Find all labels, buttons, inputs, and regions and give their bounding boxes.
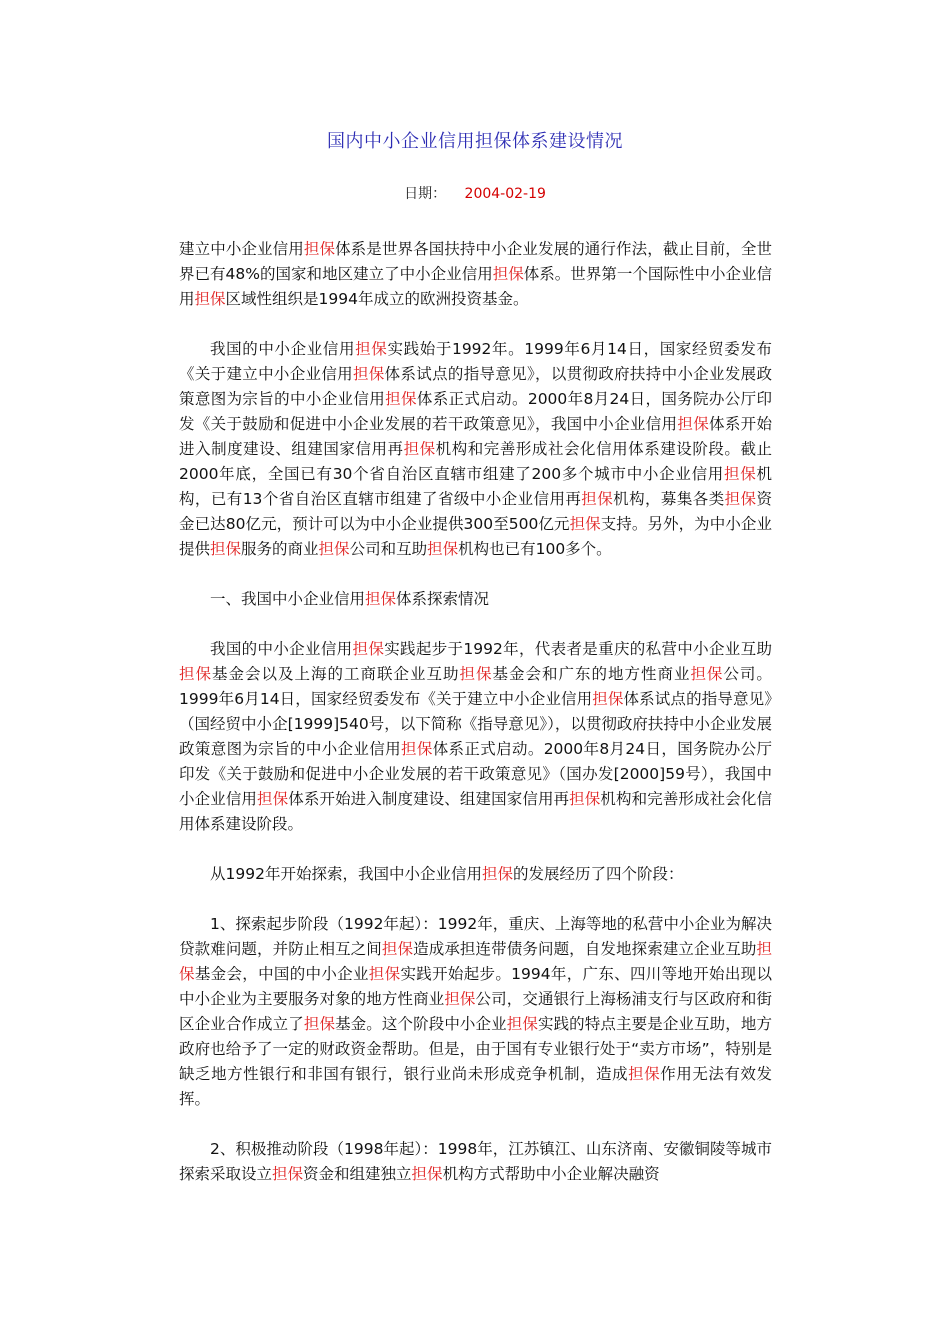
- highlighted-term: 担保: [690, 665, 724, 683]
- highlighted-term: 担保: [318, 540, 350, 558]
- paragraph: 我国的中小企业信用担保实践始于1992年。1999年6月14日，国家经贸委发布《关于建立中小企业信用担保体系试点的指导意见》，以贯彻政府扶持中小企业发展政策意图为宗旨的中小企业信用担保体系正式启动。2000年8月24日，国务院办公厅印发《关于鼓励和促进中小企业发展的若干政策意见》，我国中小企业信用担保体系开始进入制度建设、组建国家信用再担保机构和完善形成社会化信用体系建设阶段。截止2000年底，全国已有30个省自治区直辖市组建了200多个城市中小企业信用担保机构，已有13个省自治区直辖市组建了省级中小企业信用再担保机构，募集各类担保资金已达80亿元，预计可以为中小企业提供300至500亿元担保支持。另外，为中小企业提供担保服务的商业担保公司和互助担保机构也已有100多个。: [179, 340, 772, 558]
- highlighted-term: 担保: [194, 290, 226, 308]
- highlighted-term: 担保: [352, 640, 385, 658]
- highlighted-term: 担保: [179, 665, 212, 683]
- highlighted-term: 担保: [592, 690, 624, 708]
- highlighted-term: 担保: [569, 515, 601, 533]
- highlighted-term: 担保: [724, 465, 757, 483]
- highlighted-term: 担保: [352, 365, 385, 383]
- paragraph: 1、探索起步阶段（1992年起）：1992年，重庆、上海等地的私营中小企业为解决贷款难问题，并防止相互之间担保造成承担连带债务问题，自发地探索建立企业互助担保基金会，中国的中小企业担保实践开始起步。1994年，广东、四川等地开始出现以中小企业为主要服务对象的地方性商业担保公司，交通银行上海杨浦支行与区政府和街区企业合作成立了担保基金。这个阶段中小企业担保实践的特点主要是企业互助，地方政府也给予了一定的财政资金帮助。但是，由于国有专业银行处于“卖方市场”，特别是缺乏地方性银行和非国有银行，银行业尚未形成竞争机制，造成担保作用无法有效发挥。: [179, 915, 772, 1108]
- highlighted-term: 担保: [427, 540, 459, 558]
- highlighted-term: 担保: [365, 590, 397, 608]
- highlighted-term: 担保: [724, 490, 757, 508]
- highlighted-term: 担保: [481, 865, 513, 883]
- article-body: [179, 237, 772, 1212]
- paragraph: 一、我国中小企业信用担保体系探索情况: [210, 590, 490, 608]
- highlighted-term: 担保: [411, 1165, 443, 1183]
- highlighted-term: 担保: [368, 965, 401, 983]
- highlighted-term: 担保: [569, 790, 601, 808]
- highlighted-term: 担保: [210, 540, 242, 558]
- highlighted-term: 担保: [403, 440, 436, 458]
- highlighted-term: 担保: [381, 940, 414, 958]
- date-value: 2004-02-19: [464, 186, 546, 202]
- paragraph: 建立中小企业信用担保体系是世界各国扶持中小企业发展的通行作法，截止目前，全世界已有48%的国家和地区建立了中小企业信用担保体系。世界第一个国际性中小企业信用担保区域性组织是1994年成立的欧洲投资基金。: [179, 240, 772, 308]
- highlighted-term: 担保: [257, 790, 289, 808]
- highlighted-term: 担保: [303, 240, 336, 258]
- highlighted-term: 担保: [506, 1015, 538, 1033]
- highlighted-term: 担保: [444, 990, 476, 1008]
- highlighted-term: 担保: [628, 1065, 661, 1083]
- highlighted-term: 担保: [272, 1165, 304, 1183]
- highlighted-term: 担保: [400, 740, 433, 758]
- highlighted-term: 担保: [303, 1015, 336, 1033]
- date-label: 日期：: [404, 186, 447, 202]
- highlighted-term: 担保: [355, 340, 388, 358]
- highlighted-term: 担保: [459, 665, 493, 683]
- paragraph: 从1992年开始探索，我国中小企业信用担保的发展经历了四个阶段：: [210, 865, 684, 883]
- highlighted-term: 担保: [179, 940, 772, 983]
- highlighted-term: 担保: [581, 490, 614, 508]
- document-title: 国内中小企业信用担保体系建设情况: [327, 131, 623, 152]
- date-line: [0, 183, 950, 203]
- highlighted-term: 担保: [492, 265, 524, 283]
- highlighted-term: 担保: [677, 415, 710, 433]
- highlighted-term: 担保: [385, 390, 417, 408]
- paragraph: 我国的中小企业信用担保实践起步于1992年，代表者是重庆的私营中小企业互助担保基金会以及上海的工商联企业互助担保基金会和广东的地方性商业担保公司。1999年6月14日，国家经贸委发布《关于建立中小企业信用担保体系试点的指导意见》（国经贸中小企[1999]540号，以下简称《指导意见》），以贯彻政府扶持中小企业发展政策意图为宗旨的中小企业信用担保体系正式启动。2000年8月24日，国务院办公厅印发《关于鼓励和促进中小企业发展的若干政策意见》（国办发[2000]59号），我国中小企业信用担保体系开始进入制度建设、组建国家信用再担保机构和完善形成社会化信用体系建设阶段。: [179, 640, 772, 833]
- paragraph: 2、积极推动阶段（1998年起）：1998年，江苏镇江、山东济南、安徽铜陵等城市探索采取设立担保资金和组建独立担保机构方式帮助中小企业解决融资: [179, 1140, 772, 1183]
